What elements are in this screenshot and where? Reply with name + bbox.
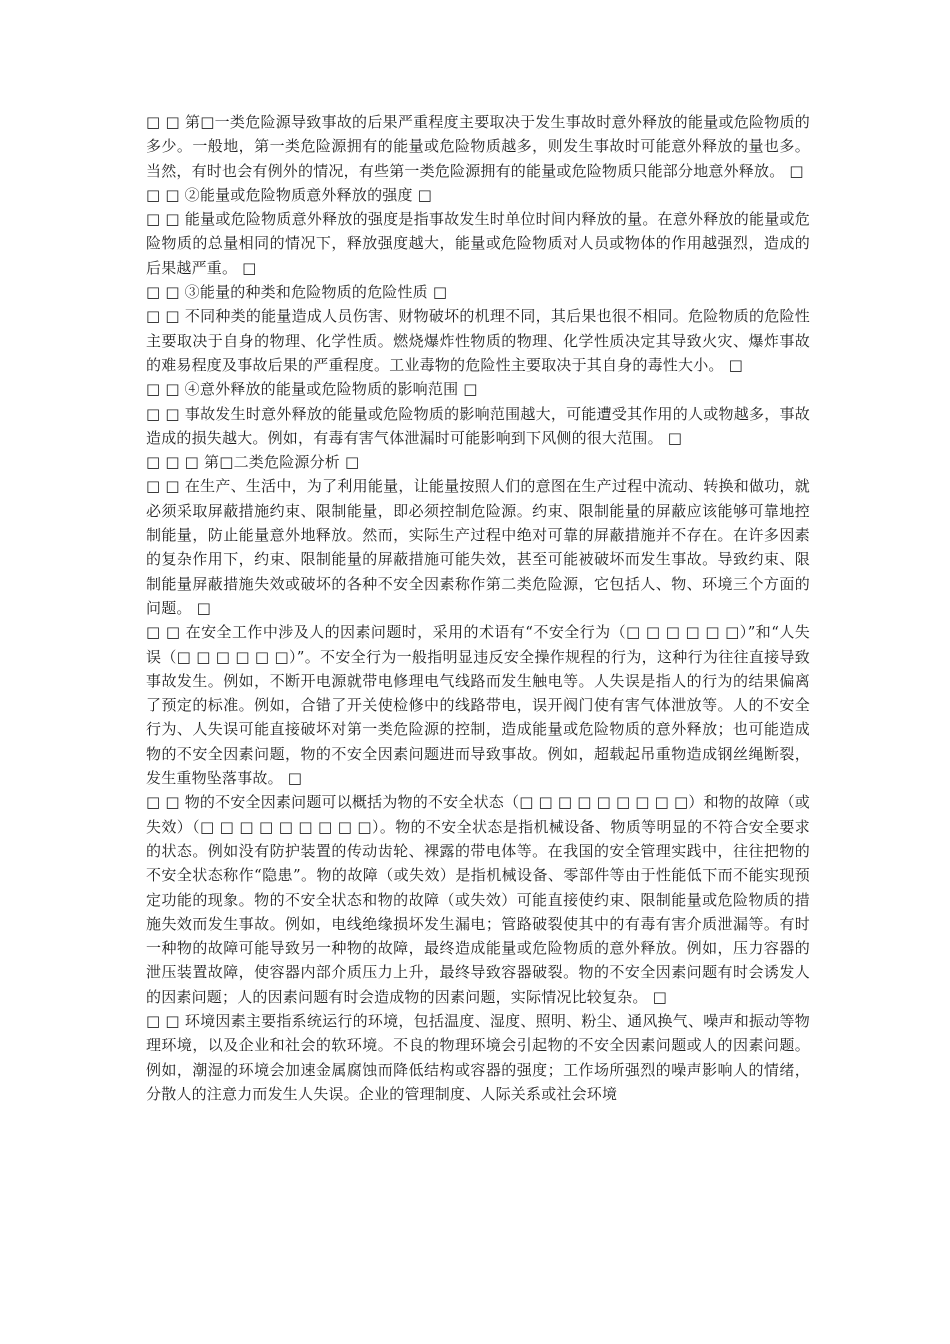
paragraph-energy-type-hazard-nature: □ □ 不同种类的能量造成人员伤害、财物破坏的机理不同，其后果也很不相同。危险物质的危险性主要取决于自身的物理、化学性质。燃烧爆炸性物质的物理、化学性质决定其导致火灾、爆炸事故的难易程度及事故后果的严重程度。工业毒物的危险性主要取决于其自身的毒性大小。 □ (146, 307, 810, 374)
heading-influence-range: □ □ ④意外释放的能量或危险物质的影响范围 □ (146, 380, 478, 399)
paragraph-environment-factors: □ □ 环境因素主要指系统运行的环境，包括温度、湿度、照明、粉尘、通风换气、噪声和振动等物理环境，以及企业和社会的软环境。不良的物理环境会引起物的不安全因素问题或人的因素问题。例如，潮湿的环境会加速金属腐蚀而降低结构或容器的强度；工作场所强烈的噪声影响人的情绪，分散人的注意力而发生人失误。企业的管理制度、人际关系或社会环境 (146, 1011, 810, 1103)
heading-release-intensity: □ □ ②能量或危险物质意外释放的强度 □ (146, 185, 433, 204)
paragraph-first-class-hazard-severity: □ □ 第□一类危险源导致事故的后果严重程度主要取决于发生事故时意外释放的能量或危险物质的多少。一般地，第一类危险源拥有的能量或危险物质越多，则发生事故时可能意外释放的量也多。当然，有时也会有例外的情况，有些第一类危险源拥有的能量或危险物质只能部分地意外释放。 □ (146, 113, 810, 180)
paragraph-object-factors: □ □ 物的不安全因素问题可以概括为物的不安全状态（□ □ □ □ □ □ □ □ □）和物的故障（或失效）（□ □ □ □ □ □ □ □ □）。物的不安全状态是指机械设备、物质等明显的不符合安全要求的状态。例如没有防护装置的传动齿轮、裸露的带电体等。在我国的安全管理实践中，往往把物的不安全状态称作“隐患”。物的故障（或失效）是指机械设备、零部件等由于性能低下而不能实现预定功能的现象。物的不安全状态和物的故障（或失效）可能直接使约束、限制能量或危险物质的措施失效而发生事故。例如，电线绝缘损坏发生漏电；管路破裂使其中的有毒有害介质泄漏等。有时一种物的故障可能导致另一种物的故障，最终造成能量或危险物质的意外释放。例如，压力容器的泄压装置故障，使容器内部介质压力上升，最终导致容器破裂。物的不安全因素问题有时会诱发人的因素问题；人的因素问题有时会造成物的因素问题，实际情况比较复杂。 □ (146, 793, 810, 1006)
paragraph-release-intensity: □ □ 能量或危险物质意外释放的强度是指事故发生时单位时间内释放的量。在意外释放的能量或危险物质的总量相同的情况下，释放强度越大，能量或危险物质对人员或物体的作用越强烈，造成的后果越严重。 □ (146, 210, 810, 277)
paragraph-second-class-hazard-definition: □ □ 在生产、生活中，为了利用能量，让能量按照人们的意图在生产过程中流动、转换和做功，就必须采取屏蔽措施约束、限制能量，即必须控制危险源。约束、限制能量的屏蔽应该能够可靠地控制能量，防止能量意外地释放。然而，实际生产过程中绝对可靠的屏蔽措施并不存在。在许多因素的复杂作用下，约束、限制能量的屏蔽措施可能失效，甚至可能被破坏而发生事故。导致约束、限制能量屏蔽措施失效或破坏的各种不安全因素称作第二类危险源，它包括人、物、环境三个方面的问题。 □ (146, 477, 810, 617)
document-page (146, 110, 810, 1106)
paragraph-influence-range: □ □ 事故发生时意外释放的能量或危险物质的影响范围越大，可能遭受其作用的人或物越多，事故造成的损失越大。例如，有毒有害气体泄漏时可能影响到下风侧的很大范围。 □ (146, 404, 810, 447)
heading-second-class-hazard-analysis: □ □ □ 第□二类危险源分析 □ (146, 453, 360, 472)
heading-energy-type-hazard-nature: □ □ ③能量的种类和危险物质的危险性质 □ (146, 283, 448, 302)
paragraph-human-factors: □ □ 在安全工作中涉及人的因素问题时，采用的术语有“不安全行为（□ □ □ □ □ □）”和“人失误（□ □ □ □ □ □）”。不安全行为一般指明显违反安全操作规程的行为，这种行为往往直接导致事故发生。例如，不断开电源就带电修理电气线路而发生触电等。人失误是指人的行为的结果偏离了预定的标准。例如，合错了开关使检修中的线路带电，误开阀门使有害气体泄放等。人的不安全行为、人失误可能直接破坏对第一类危险源的控制，造成能量或危险物质的意外释放；也可能造成物的不安全因素问题，物的不安全因素问题进而导致事故。例如，超载起吊重物造成钢丝绳断裂，发生重物坠落事故。 □ (146, 623, 810, 788)
